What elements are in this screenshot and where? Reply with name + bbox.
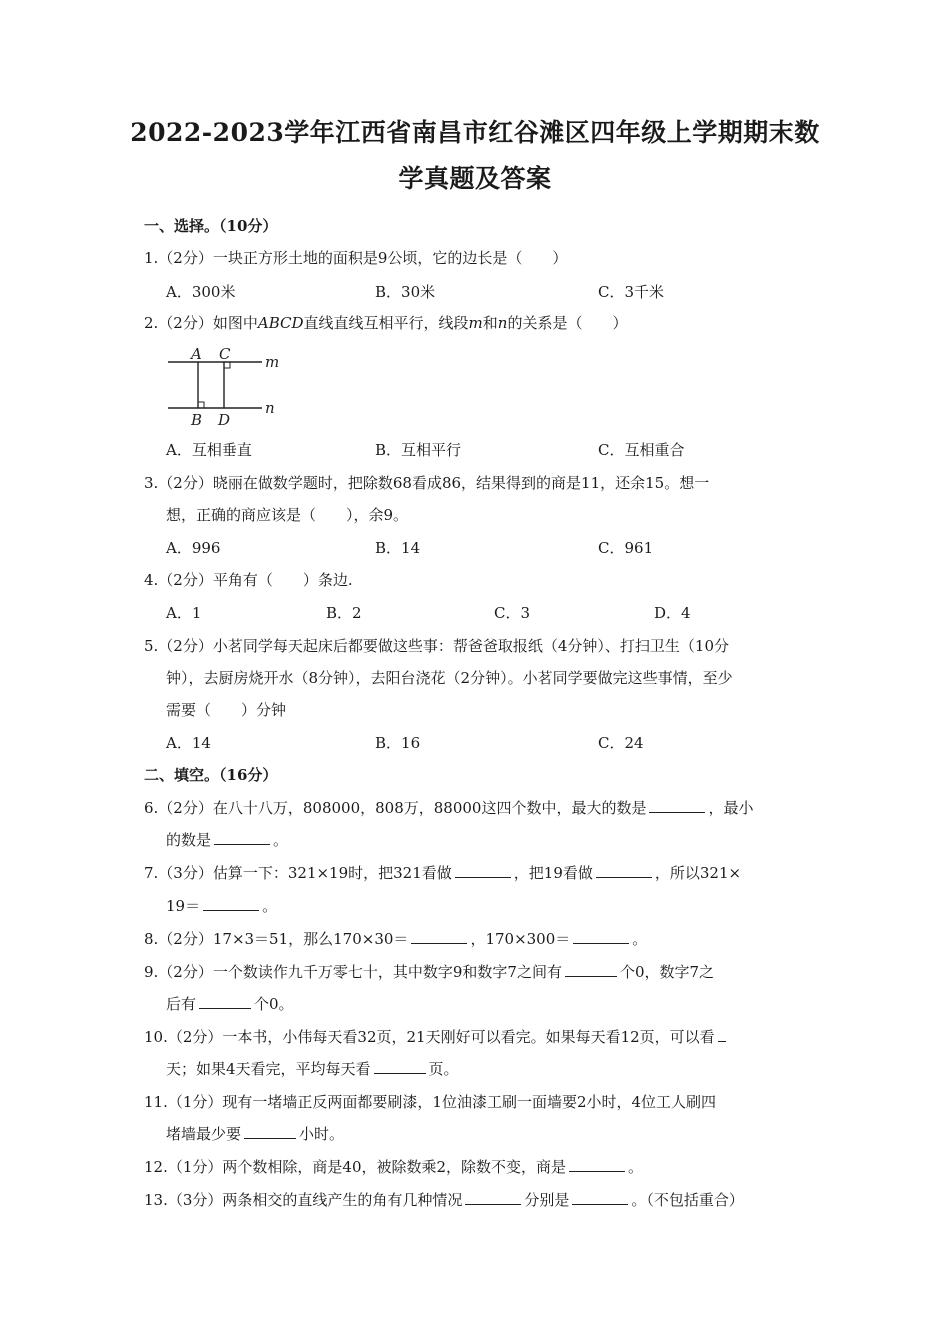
- question-10-line-2: [166, 1059, 459, 1079]
- question-12-line: [144, 1157, 643, 1177]
- question-5-line-1: 5.（2分）小茗同学每天起床后都要做这些事：帮爸爸取报纸（4分钟）、打扫卫生（10分: [144, 637, 729, 655]
- question-5-option-c: C．24: [598, 734, 644, 752]
- question-7-line-1: [144, 863, 741, 883]
- question-3-option-c: C．961: [598, 539, 654, 557]
- answer-blank[interactable]: [244, 1124, 296, 1139]
- question-2-option-a: A．互相垂直: [166, 441, 252, 459]
- answer-blank[interactable]: [203, 896, 259, 911]
- answer-blank[interactable]: [596, 863, 652, 878]
- question-2-stem: [144, 313, 627, 333]
- parallel-lines-figure: [162, 340, 282, 430]
- question-13-text-b: 分别是: [524, 1191, 570, 1209]
- answer-blank[interactable]: [199, 994, 251, 1009]
- question-9-line-2: [166, 994, 294, 1014]
- question-4-option-a: A．1: [166, 604, 202, 622]
- answer-blank[interactable]: [572, 1190, 628, 1205]
- answer-blank[interactable]: [649, 798, 705, 813]
- question-6-line-2: [166, 830, 288, 850]
- question-6-text-a: 6.（2分）在八十八万，808000，808万，88000这四个数中，最大的数是: [144, 799, 647, 817]
- question-12-text-a: 12.（1分）两个数相除，商是40，被除数乘2，除数不变，商是: [144, 1158, 567, 1176]
- question-4-option-b: B．2: [326, 604, 362, 622]
- question-8-text-a: 8.（2分）17×3＝51，那么170×30＝: [144, 930, 409, 948]
- question-7-text-e: 。: [262, 897, 278, 915]
- question-4-option-c: C．3: [494, 604, 531, 622]
- question-9-text-c: 后有: [166, 995, 197, 1013]
- answer-blank[interactable]: [214, 830, 270, 845]
- question-13-text-c: 。（不包括重合）: [631, 1191, 744, 1209]
- question-9-text-b: 个0，数字7之: [619, 963, 715, 981]
- question-1-option-a: A．300米: [166, 283, 236, 301]
- question-2-stem-pre: 2.（2分）如图中: [144, 314, 258, 332]
- question-3-line-1: 3.（2分）晓丽在做数学题时，把除数68看成86，结果得到的商是11，还余15。想一: [144, 474, 710, 492]
- question-4-option-d: D．4: [654, 604, 691, 622]
- question-2-stem-m: m: [468, 314, 483, 332]
- answer-blank[interactable]: [374, 1059, 426, 1074]
- question-11-text-b: 小时。: [299, 1125, 345, 1143]
- question-2-stem-n: n: [497, 314, 508, 332]
- question-1-option-b: B．30米: [375, 283, 436, 301]
- label-a: A: [191, 345, 202, 363]
- question-7-text-a: 7.（3分）估算一下：321×19时，把321看做: [144, 864, 452, 882]
- answer-blank[interactable]: [465, 1190, 521, 1205]
- question-13-text-a: 13.（3分）两条相交的直线产生的角有几种情况: [144, 1191, 463, 1209]
- answer-blank[interactable]: [455, 863, 511, 878]
- question-3-line-2: 想，正确的商应该是（ ），余9。: [166, 506, 409, 524]
- question-10-text-c: 页。: [428, 1060, 459, 1078]
- question-6-text-d: 。: [273, 831, 289, 849]
- question-2-stem-and: 和: [482, 314, 498, 332]
- label-c: C: [219, 345, 231, 363]
- question-2-stem-post: 的关系是（ ）: [507, 314, 628, 332]
- question-2-stem-mid: 直线直线互相平行，线段: [303, 314, 469, 332]
- label-b: B: [191, 411, 203, 429]
- question-9-line-1: [144, 962, 714, 982]
- label-d: D: [218, 411, 231, 429]
- title-line-2: 学真题及答案: [398, 164, 552, 193]
- label-m: m: [265, 353, 280, 371]
- question-3-option-a: A．996: [166, 539, 221, 557]
- question-11-line-2: [166, 1124, 344, 1144]
- question-10-text-a: 10.（2分）一本书，小伟每天看32页，21天刚好可以看完。如果每天看12页，可以看: [144, 1028, 715, 1046]
- question-5-line-3: 需要（ ）分钟: [166, 701, 287, 719]
- right-angle-mark-b: [198, 402, 204, 408]
- question-9-text-d: 个0。: [254, 995, 294, 1013]
- question-4-stem: 4.（2分）平角有（ ）条边.: [144, 571, 353, 589]
- document-title: [120, 110, 830, 202]
- question-2-option-c: C．互相重合: [598, 441, 685, 459]
- question-12-text-b: 。: [628, 1158, 644, 1176]
- question-6-text-b: ，最小: [708, 799, 754, 817]
- question-7-line-2: [166, 896, 277, 916]
- answer-blank[interactable]: [573, 929, 629, 944]
- question-10-text-b: 天；如果4天看完，平均每天看: [166, 1060, 371, 1078]
- question-6-line-1: [144, 798, 753, 818]
- question-1-option-c: C．3千米: [598, 283, 665, 301]
- question-11-text-a: 堵墙最少要: [166, 1125, 242, 1143]
- answer-blank[interactable]: [569, 1157, 625, 1172]
- answer-blank[interactable]: [411, 929, 467, 944]
- question-8-text-c: 。: [632, 930, 648, 948]
- question-8-line: [144, 929, 647, 949]
- section-heading-fill: 二、填空。（16分）: [144, 766, 278, 784]
- question-2-option-b: B．互相平行: [375, 441, 462, 459]
- label-n: n: [265, 399, 275, 417]
- question-6-text-c: 的数是: [166, 831, 212, 849]
- answer-blank[interactable]: [718, 1027, 726, 1042]
- question-2-stem-abcd: ABCD: [257, 314, 304, 332]
- question-9-text-a: 9.（2分）一个数读作九千万零七十，其中数字9和数字7之间有: [144, 963, 562, 981]
- answer-blank[interactable]: [565, 962, 617, 977]
- question-5-option-a: A．14: [166, 734, 211, 752]
- question-7-text-c: ，所以321×: [654, 864, 742, 882]
- question-7-text-b: ，把19看做: [513, 864, 593, 882]
- question-10-line-1: [144, 1027, 729, 1047]
- section-heading-choice: 一、选择。（10分）: [144, 217, 278, 235]
- question-1-stem: 1.（2分）一块正方形土地的面积是9公顷，它的边长是（ ）: [144, 249, 568, 267]
- question-3-option-b: B．14: [375, 539, 421, 557]
- question-5-line-2: 钟），去厨房烧开水（8分钟），去阳台浇花（2分钟）。小茗同学要做完这些事情，至少: [166, 669, 733, 687]
- question-7-text-d: 19＝: [166, 897, 201, 915]
- question-13-line: [144, 1190, 744, 1210]
- question-11-line-1: 11.（1分）现有一堵墙正反两面都要刷漆，1位油漆工刷一面墙要2小时，4位工人刷四: [144, 1093, 717, 1111]
- title-line-1: 2022-2023学年江西省南昌市红谷滩区四年级上学期期末数: [130, 118, 820, 147]
- question-5-option-b: B．16: [375, 734, 421, 752]
- question-8-text-b: ，170×300＝: [470, 930, 571, 948]
